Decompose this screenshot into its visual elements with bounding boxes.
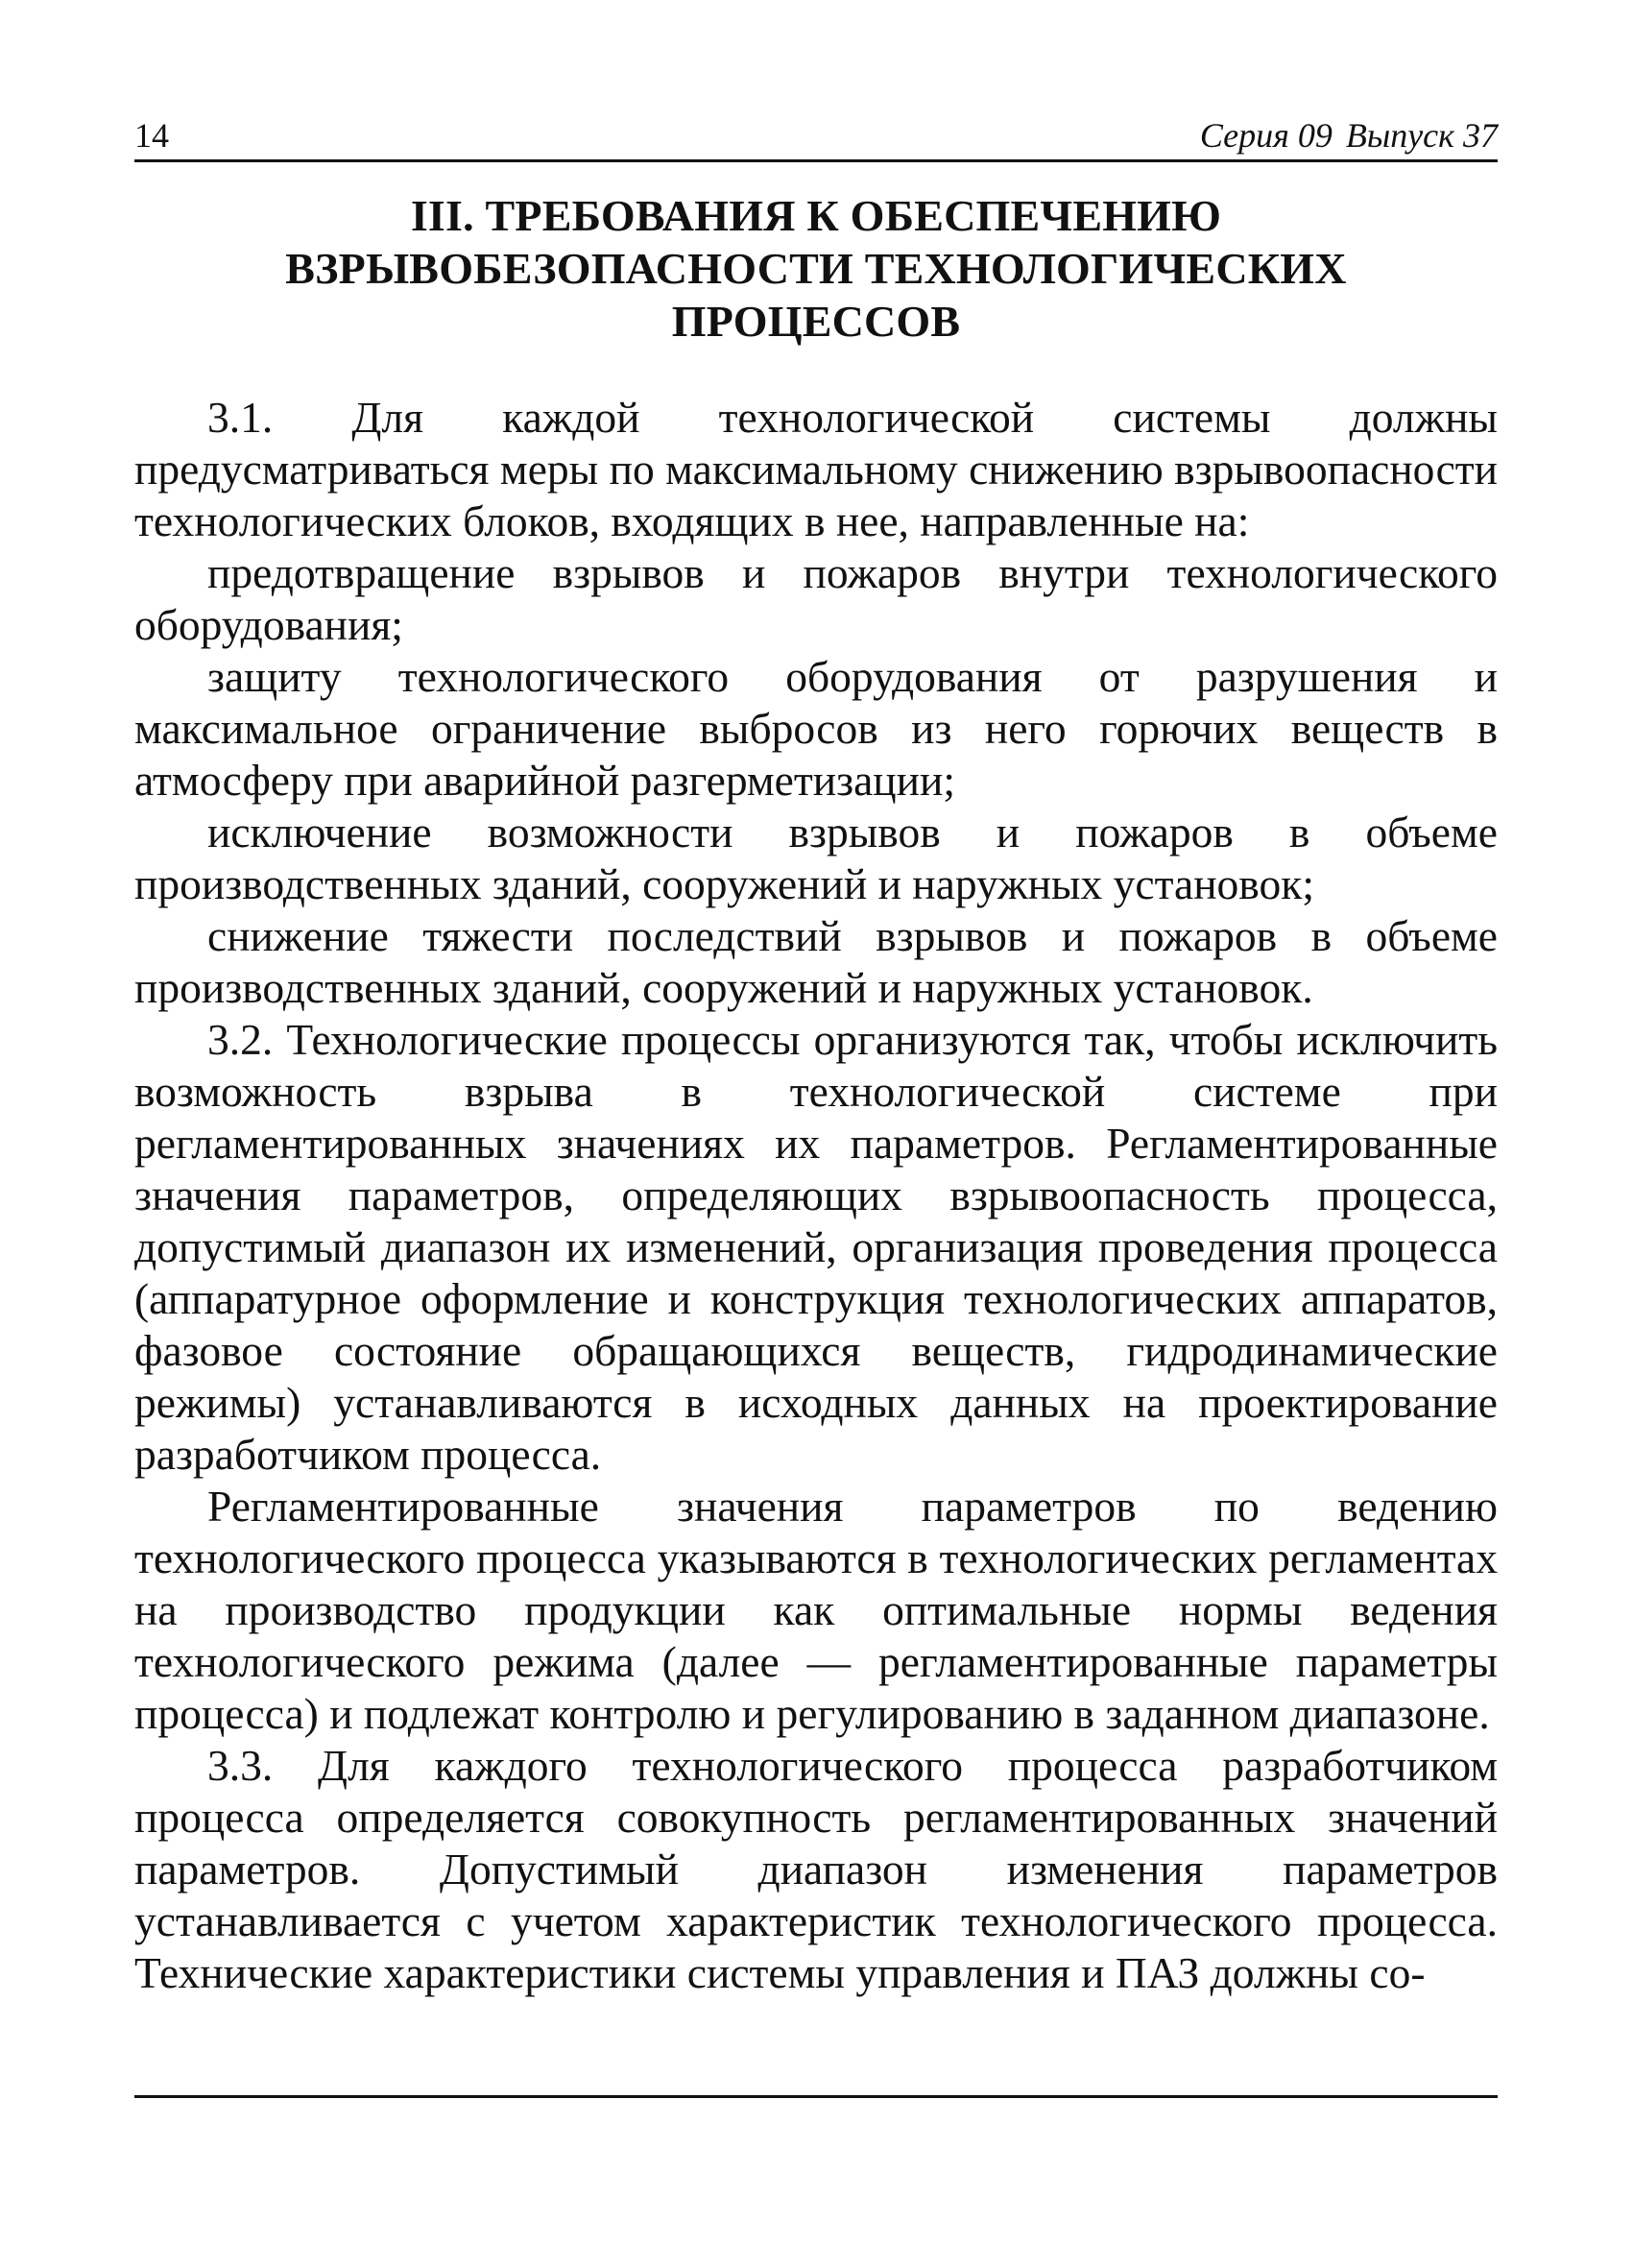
list-item-mitigation: снижение тяжести последствий взрывов и пожаров в объеме производственных зданий, сооружений и наружных установок. [134,911,1498,1012]
paragraph-3-3: 3.3. Для каждого технологического процесса разработчиком процесса определяется совокупность регламентированных значений параметров. Допустимый диапазон изменения параметров устанавливается с учетом характеристик технологического процесса. Технические характеристики системы управления и ПАЗ должны со- [134,1741,1498,1997]
running-head [134,115,1498,162]
paragraph-regulated-values: Регламентированные значения параметров по ведению технологического процесса указываются в технологических регламентах на производство продукции как оптимальные нормы ведения технологического режима (далее — регламентированные параметры процесса) и подлежат контролю и регулированию в заданном диапазоне. [134,1482,1498,1738]
list-item-exclusion: исключение возможности взрывов и пожаров в объеме производственных зданий, сооружений и наружных установок; [134,808,1498,908]
issue-label: Выпуск 37 [1345,116,1498,155]
body-text [134,392,1498,1999]
paragraph-3-2: 3.2. Технологические процессы организуются так, чтобы исключить возможность взрыва в технологической системе при регламентированных значениях их параметров. Регламентированные значения параметров, определяющих взрывоопасность процесса, допустимый диапазон их изменений, организация проведения процесса (аппаратурное оформление и конструкция технологических аппаратов, фазовое состояние обращающихся веществ, гидродинамические режимы) устанавливаются в исходных данных на проектирование разработчиком процесса. [134,1015,1498,1479]
chapter-title [134,189,1498,348]
series-label: Серия 09 [1199,116,1333,155]
paragraph-3-1: 3.1. Для каждой технологической системы должны предусматриваться меры по максимальному снижению взрывоопасности технологических блоков, входящих в нее, направленные на: [134,393,1498,545]
list-item-protection: защиту технологического оборудования от разрушения и максимальное ограничение выбросов из него горючих веществ в атмосферу при аварийной разгерметизации; [134,652,1498,805]
chapter-title-line-3: ПРОЦЕССОВ [671,297,961,346]
series-info [1200,115,1498,156]
list-item-prevention: предотвращение взрывов и пожаров внутри технологического оборудования; [134,548,1498,649]
chapter-title-line-2: ВЗРЫВОБЕЗОПАСНОСТИ ТЕХНОЛОГИЧЕСКИХ [285,244,1347,293]
bottom-rule [134,2095,1498,2098]
page-number: 14 [134,116,169,155]
page [134,115,1498,1999]
chapter-title-line-1: III. ТРЕБОВАНИЯ К ОБЕСПЕЧЕНИЮ [410,191,1222,240]
